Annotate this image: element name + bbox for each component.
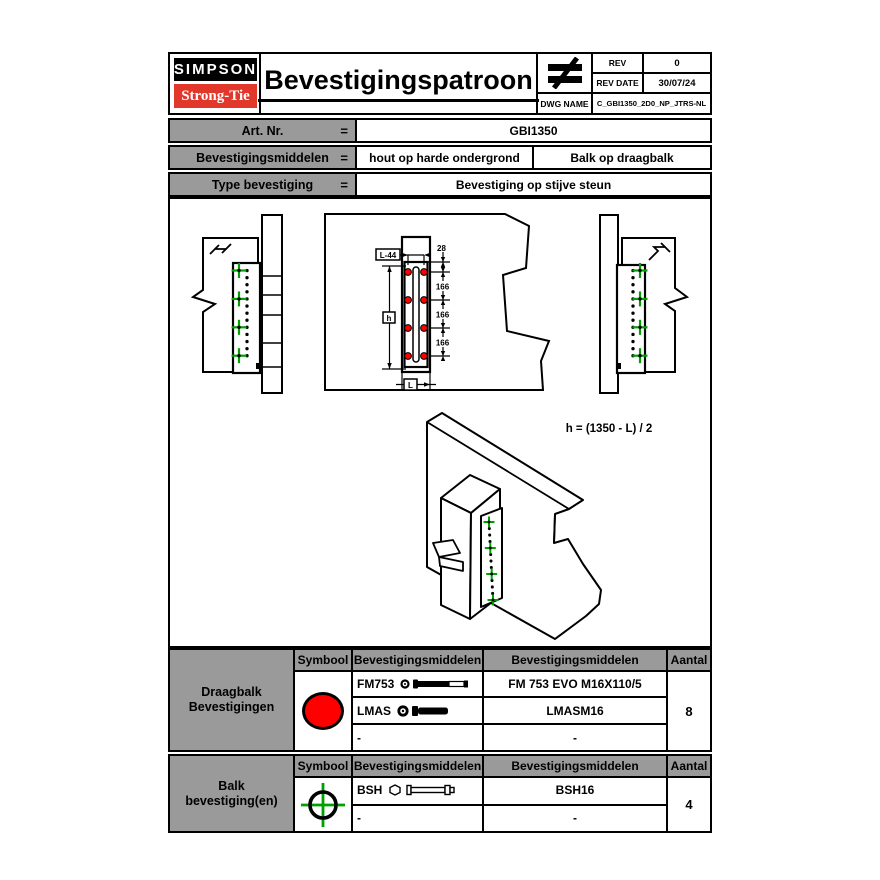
title-block: [168, 52, 712, 115]
svg-text:166: 166: [435, 310, 450, 320]
not-equal-icon: [546, 57, 584, 89]
fastener-name-cell: -: [573, 731, 577, 745]
drawing-sheet: [168, 52, 712, 833]
bsh-rod-icon: [387, 783, 459, 797]
header-middelen-1: Bevestigingsmiddelen: [353, 650, 482, 670]
balk-aantal: 4: [685, 797, 693, 812]
draagbalk-row-label: Draagbalk Bevestigingen: [170, 650, 293, 750]
fastener-name-cell: -: [573, 811, 577, 825]
carrier-beam-face: [325, 214, 549, 390]
middelen-value-1: hout op harde ondergrond: [357, 147, 534, 168]
rev-date-value: 30/07/24: [644, 74, 710, 94]
header-symbool: Symbool: [295, 756, 351, 776]
equals-sign: =: [340, 123, 348, 138]
draagbalk-symbol-cell: [295, 672, 351, 750]
drawing-area: [168, 197, 712, 648]
type-row: [168, 172, 712, 197]
svg-text:166: 166: [435, 338, 450, 348]
height-formula: h = (1350 - L) / 2: [565, 423, 653, 435]
not-equal-cell: [538, 54, 593, 94]
draagbalk-table: [168, 648, 712, 752]
fastener-code-cell: BSH: [353, 778, 482, 802]
front-view: [325, 214, 549, 390]
rev-value: 0: [644, 54, 710, 74]
middelen-row: [168, 145, 712, 170]
fastener-name-cell: FM 753 EVO M16X110/5: [508, 677, 642, 691]
right-side-view: [600, 215, 687, 393]
lmas-anchor-icon: [396, 703, 458, 719]
fm753-bolt-icon: [399, 677, 473, 691]
svg-text:L-44: L-44: [379, 251, 397, 260]
logo-strongtie: Strong-Tie: [174, 84, 257, 108]
logo: [170, 54, 261, 113]
fastener-code-cell: -: [357, 731, 361, 745]
header-symbool: Symbool: [295, 650, 351, 670]
draagbalk-aantal: 8: [685, 703, 693, 719]
fastener-code-cell: FM753: [353, 672, 482, 696]
sheet-title-cell: [261, 54, 538, 113]
rev-label: REV: [593, 54, 644, 74]
dwg-name-label: DWG NAME: [538, 94, 593, 113]
technical-drawing: [170, 199, 710, 646]
rev-date-label: REV DATE: [593, 74, 644, 94]
header-middelen-2: Bevestigingsmiddelen: [484, 650, 666, 670]
middelen-label: Bevestigingsmiddelen: [196, 150, 329, 165]
dwg-name-value: C_GBI1350_2D0_NP_JTRS-NL: [596, 99, 707, 108]
break-symbol: [649, 243, 670, 260]
header-aantal: Aantal: [668, 756, 710, 776]
equals-sign: =: [340, 150, 348, 165]
svg-text:28: 28: [437, 244, 446, 253]
logo-simpson: SIMPSON: [174, 58, 257, 81]
fastener-name-cell: LMASM16: [546, 704, 604, 718]
beam-end-strip: [600, 215, 618, 393]
art-nr-row: [168, 118, 712, 143]
art-nr-label: Art. Nr.: [241, 123, 284, 138]
svg-text:h: h: [386, 314, 392, 323]
fastener-name-cell: BSH16: [555, 783, 595, 797]
art-nr-label-cell: [170, 120, 357, 141]
isometric-view: [427, 413, 601, 639]
middelen-label-cell: [170, 147, 357, 168]
type-value: Bevestiging op stijve steun: [455, 177, 612, 192]
fastener-code-cell: -: [357, 811, 361, 825]
svg-text:166: 166: [435, 282, 450, 292]
balk-row-label: Balk bevestiging(en): [170, 756, 293, 831]
type-label: Type bevestiging: [211, 177, 314, 192]
sheet-title: Bevestigingspatroon: [258, 65, 539, 102]
header-aantal: Aantal: [668, 650, 710, 670]
middelen-value-2: Balk op draagbalk: [570, 150, 674, 165]
type-label-cell: [170, 174, 357, 195]
art-nr-value: GBI1350: [509, 123, 558, 138]
balk-symbol-cell: [295, 778, 351, 831]
plate-slot: [413, 267, 419, 362]
left-side-view: [193, 215, 282, 393]
red-circle-symbol: [302, 692, 344, 730]
svg-text:L: L: [408, 381, 413, 390]
fastener-code-cell: LMAS: [353, 699, 482, 723]
crosshair-symbol: [298, 780, 348, 830]
equals-sign: =: [340, 177, 348, 192]
balk-table: [168, 754, 712, 833]
header-middelen-2: Bevestigingsmiddelen: [484, 756, 666, 776]
header-middelen-1: Bevestigingsmiddelen: [353, 756, 482, 776]
